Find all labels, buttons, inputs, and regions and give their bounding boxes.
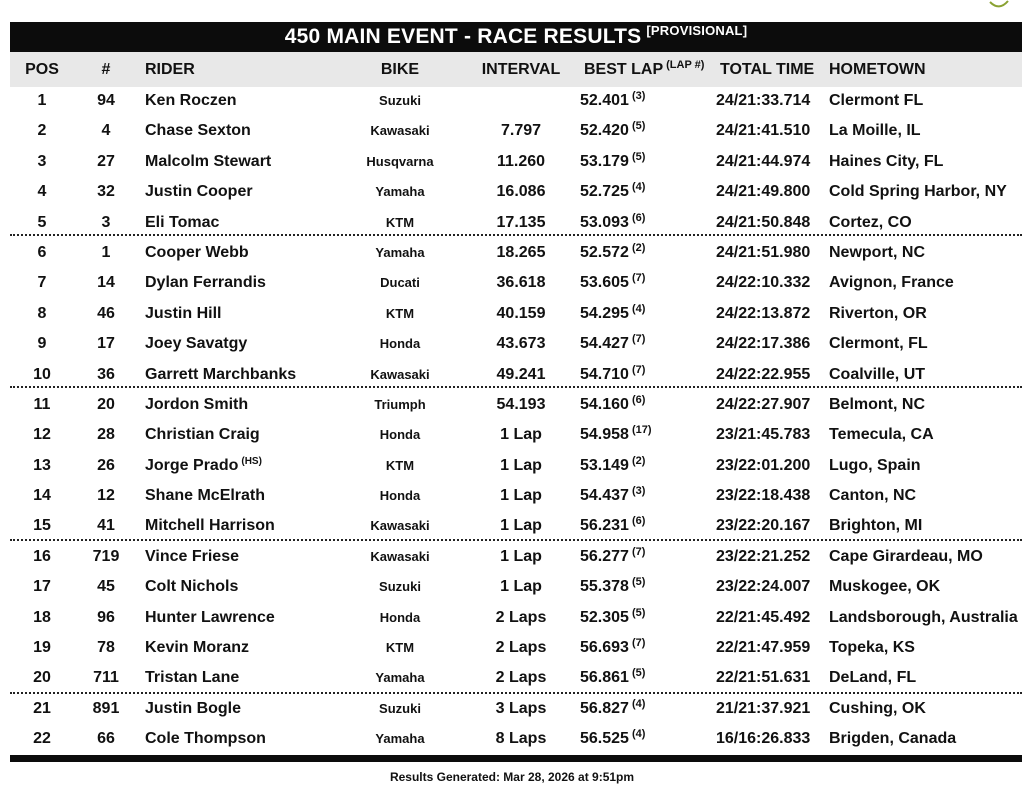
row-bike: KTM (385, 305, 415, 321)
row-bike-number: 4 (101, 122, 111, 140)
row-rider-name: Cole Thompson (145, 730, 266, 748)
header-interval: INTERVAL (481, 61, 561, 78)
row-rider-tag: (HS) (241, 455, 262, 467)
header-rider: RIDER (145, 61, 195, 78)
row-interval: 1 Lap (500, 487, 542, 505)
row-position: 22 (33, 730, 51, 748)
row-position: 17 (33, 578, 51, 596)
row-rider (145, 481, 268, 511)
row-best-lap-number: (7) (631, 272, 646, 285)
row-best-lap (580, 177, 698, 207)
row-bike: Husqvarna (366, 153, 434, 169)
row-bike: Yamaha (375, 731, 425, 747)
group-divider (10, 386, 1022, 388)
row-hometown: Avignon, France (829, 274, 954, 292)
row-hometown: DeLand, FL (829, 669, 917, 687)
row-rider-name: Christian Craig (145, 426, 260, 444)
row-rider-name: Eli Tomac (145, 213, 220, 231)
row-position: 13 (33, 456, 51, 474)
row-position: 7 (37, 274, 47, 292)
row-total-time: 23/22:01.200 (716, 456, 811, 474)
row-position: 12 (33, 426, 51, 444)
row-bike: Kawasaki (370, 366, 430, 382)
header-best-lap (584, 52, 704, 87)
table-row (0, 299, 1024, 329)
row-rider-name: Jordon Smith (145, 395, 249, 413)
row-position: 10 (33, 365, 51, 383)
row-best-lap (580, 603, 698, 633)
table-row (0, 177, 1024, 207)
row-rider (145, 633, 252, 663)
table-row (0, 572, 1024, 602)
row-position: 20 (33, 669, 51, 687)
row-total-time: 23/22:21.252 (716, 547, 811, 565)
header-bike: BIKE (380, 61, 420, 78)
row-best-lap-time: 52.305 (580, 608, 629, 626)
row-interval: 2 Laps (495, 639, 547, 657)
row-hometown: Landsborough, Australia (829, 608, 1018, 626)
row-interval: 43.673 (496, 335, 546, 353)
row-position: 16 (33, 547, 51, 565)
row-best-lap (580, 420, 698, 450)
row-bike: KTM (385, 640, 415, 656)
row-rider (145, 694, 244, 724)
table-row (0, 694, 1024, 724)
row-rider (145, 451, 262, 481)
row-position: 18 (33, 608, 51, 626)
row-bike: Kawasaki (370, 123, 430, 139)
row-best-lap-number: (6) (631, 211, 646, 224)
row-bike-number: 3 (101, 213, 111, 231)
row-best-lap-time: 53.093 (580, 213, 629, 231)
row-hometown: Cold Spring Harbor, NY (829, 183, 1007, 201)
row-total-time: 24/21:49.800 (716, 183, 811, 201)
row-rider-name: Tristan Lane (145, 669, 240, 687)
row-best-lap (580, 86, 698, 116)
row-position: 6 (37, 243, 47, 261)
row-bike: KTM (385, 214, 415, 230)
row-rider-name: Jorge Prado (145, 456, 239, 474)
row-total-time: 24/22:27.907 (716, 395, 811, 413)
row-best-lap (580, 542, 698, 572)
header-best-lap-label: BEST LAP (584, 61, 664, 78)
row-bike: Triumph (374, 396, 426, 412)
row-best-lap-time: 52.420 (580, 122, 629, 140)
row-hometown: Clermont, FL (829, 335, 928, 353)
row-rider-name: Mitchell Harrison (145, 517, 275, 535)
row-hometown: Cortez, CO (829, 213, 912, 231)
row-position: 2 (37, 122, 47, 140)
row-best-lap-number: (3) (631, 90, 646, 102)
row-rider-name: Justin Cooper (145, 183, 253, 201)
row-rider (145, 86, 240, 116)
row-best-lap-number: (4) (631, 302, 646, 315)
row-rider (145, 420, 263, 450)
row-bike: Ducati (380, 275, 420, 291)
row-rider-name: Garrett Marchbanks (145, 365, 297, 383)
row-bike-number: 711 (93, 669, 119, 687)
row-rider (145, 177, 256, 207)
row-best-lap (580, 481, 698, 511)
row-bike-number: 12 (97, 487, 115, 505)
row-bike-number: 28 (97, 426, 115, 444)
row-interval: 1 Lap (500, 517, 542, 535)
row-rider-name: Hunter Lawrence (145, 608, 275, 626)
table-row (0, 451, 1024, 481)
table-row (0, 633, 1024, 663)
row-best-lap (580, 663, 698, 693)
table-row (0, 603, 1024, 633)
row-best-lap-number: (7) (631, 333, 646, 346)
row-rider-name: Vince Friese (145, 547, 239, 565)
row-best-lap-number: (4) (631, 728, 646, 741)
row-total-time: 24/22:17.386 (716, 335, 811, 353)
row-interval: 3 Laps (495, 699, 547, 717)
row-rider-name: Kevin Moranz (145, 639, 250, 657)
row-best-lap (580, 511, 698, 541)
row-best-lap-time: 56.231 (580, 517, 629, 535)
row-best-lap-number: (7) (631, 363, 646, 376)
row-bike: Honda (379, 427, 421, 443)
row-best-lap (580, 694, 698, 724)
table-row (0, 481, 1024, 511)
row-best-lap-time: 55.378 (580, 578, 629, 596)
row-bike-number: 891 (92, 699, 120, 717)
row-bike: Yamaha (375, 184, 425, 200)
row-position: 11 (33, 395, 51, 413)
row-bike-number: 26 (97, 456, 115, 474)
row-interval: 1 Lap (500, 456, 542, 474)
row-rider (145, 511, 278, 541)
row-rider-name: Justin Bogle (145, 699, 242, 717)
table-row (0, 511, 1024, 541)
row-hometown: Cape Girardeau, MO (829, 547, 983, 565)
table-row (0, 724, 1024, 754)
row-bike: Suzuki (379, 93, 421, 108)
row-total-time: 22/21:45.492 (716, 608, 811, 626)
table-row (0, 268, 1024, 298)
logo-swoosh-icon (988, 0, 1010, 10)
row-rider (145, 724, 269, 754)
row-bike-number: 32 (97, 183, 115, 201)
row-bike-number: 1 (101, 243, 111, 261)
table-row (0, 542, 1024, 572)
row-rider-name: Chase Sexton (145, 122, 251, 140)
row-bike: Yamaha (375, 244, 425, 260)
row-best-lap-number: (6) (631, 393, 646, 406)
bottom-rule (10, 755, 1022, 762)
row-position: 4 (37, 183, 47, 201)
row-best-lap-number: (4) (631, 181, 646, 194)
row-best-lap-number: (4) (631, 697, 646, 710)
row-bike: Honda (379, 336, 421, 352)
header-pos: POS (25, 61, 59, 78)
row-best-lap-time: 56.525 (580, 730, 629, 748)
row-hometown: Muskogee, OK (829, 578, 941, 596)
header-total-time: TOTAL TIME (720, 61, 815, 78)
row-rider (145, 390, 251, 420)
row-rider-name: Justin Hill (145, 304, 222, 322)
table-row (0, 116, 1024, 146)
row-interval: 1 Lap (500, 547, 542, 565)
row-bike-number: 66 (97, 730, 115, 748)
row-total-time: 23/22:18.438 (716, 487, 811, 505)
row-total-time: 16/16:26.833 (716, 730, 811, 748)
group-divider (10, 692, 1022, 694)
row-interval: 1 Lap (500, 426, 542, 444)
row-interval: 2 Laps (495, 669, 547, 687)
row-hometown: Topeka, KS (829, 639, 915, 657)
row-bike-number: 41 (97, 517, 115, 535)
row-best-lap-number: (7) (631, 545, 646, 558)
row-interval: 8 Laps (495, 730, 547, 748)
row-bike-number: 20 (97, 395, 115, 413)
row-best-lap-time: 54.710 (580, 365, 629, 383)
table-row (0, 329, 1024, 359)
row-total-time: 24/21:51.980 (716, 243, 811, 261)
row-rider-name: Shane McElrath (145, 487, 266, 505)
row-bike: Suzuki (379, 700, 421, 716)
row-rider (145, 147, 274, 177)
row-best-lap-time: 54.427 (580, 335, 629, 353)
row-best-lap (580, 238, 698, 268)
row-interval: 49.241 (496, 365, 546, 383)
row-best-lap-number: (5) (631, 606, 646, 619)
header-hometown: HOMETOWN (829, 61, 926, 78)
row-bike-number: 719 (92, 547, 120, 565)
row-best-lap-time: 56.693 (580, 639, 629, 657)
row-total-time: 24/22:22.955 (716, 365, 811, 383)
row-bike-number: 14 (97, 274, 115, 292)
row-hometown: Brighton, MI (829, 517, 923, 535)
row-best-lap-time: 56.277 (580, 547, 629, 565)
row-best-lap-time: 54.958 (580, 426, 629, 444)
table-row (0, 663, 1024, 693)
row-hometown: Lugo, Spain (829, 456, 921, 474)
row-rider-name: Dylan Ferrandis (145, 274, 266, 292)
row-best-lap (580, 329, 698, 359)
row-best-lap (580, 724, 698, 754)
row-best-lap-time: 54.295 (580, 304, 629, 322)
header-lap-number: (LAP #) (666, 59, 705, 71)
row-interval: 40.159 (496, 304, 546, 322)
row-rider (145, 268, 269, 298)
table-row (0, 420, 1024, 450)
row-bike: Kawasaki (370, 548, 430, 564)
row-best-lap-time: 52.725 (580, 183, 629, 201)
row-position: 19 (33, 639, 51, 657)
row-best-lap-number: (5) (631, 120, 646, 133)
row-total-time: 23/22:20.167 (716, 517, 811, 535)
row-interval: 18.265 (496, 243, 546, 261)
row-best-lap-number: (5) (631, 667, 646, 680)
row-position: 1 (37, 92, 47, 109)
row-total-time: 24/21:41.510 (716, 122, 811, 140)
row-rider-name: Ken Roczen (145, 92, 237, 109)
table-row (0, 86, 1024, 116)
row-rider (145, 663, 242, 693)
page-title: 450 MAIN EVENT - RACE RESULTS (284, 25, 642, 48)
row-best-lap-number: (6) (631, 515, 646, 528)
row-best-lap (580, 299, 698, 329)
row-interval: 36.618 (496, 274, 546, 292)
row-bike-number: 45 (97, 578, 115, 596)
row-best-lap-time: 56.861 (580, 669, 629, 687)
row-best-lap-number: (17) (631, 424, 652, 437)
row-rider-name: Malcolm Stewart (145, 152, 272, 170)
row-best-lap-time: 52.572 (580, 243, 629, 261)
row-rider-name: Colt Nichols (145, 578, 239, 596)
row-best-lap-number: (2) (631, 454, 646, 467)
row-hometown: Brigden, Canada (829, 730, 957, 748)
row-hometown: Cushing, OK (829, 699, 926, 717)
row-position: 15 (33, 517, 51, 535)
row-rider-name: Joey Savatgy (145, 335, 248, 353)
row-best-lap-time: 52.401 (580, 92, 629, 109)
row-best-lap (580, 451, 698, 481)
row-best-lap-time: 56.827 (580, 699, 629, 717)
header-number: # (101, 61, 111, 78)
row-hometown: Canton, NC (829, 487, 917, 505)
results-table-body (0, 86, 1024, 755)
results-generated-footer: Results Generated: Mar 28, 2026 at 9:51pm (389, 770, 635, 784)
row-total-time: 23/22:24.007 (716, 578, 811, 596)
row-position: 3 (37, 152, 47, 170)
row-bike: Kawasaki (370, 518, 430, 534)
row-bike-number: 96 (97, 608, 115, 626)
row-best-lap (580, 147, 698, 177)
row-bike: Suzuki (379, 579, 421, 595)
row-best-lap-number: (5) (631, 576, 646, 589)
row-hometown: Belmont, NC (829, 395, 925, 413)
row-bike-number: 94 (97, 92, 115, 109)
row-interval: 17.135 (496, 213, 546, 231)
provisional-tag: [PROVISIONAL] (646, 22, 748, 38)
row-interval: 7.797 (500, 122, 542, 140)
row-position: 21 (33, 699, 51, 717)
row-best-lap-time: 54.437 (580, 487, 629, 505)
row-total-time: 21/21:37.921 (716, 699, 811, 717)
row-best-lap-time: 53.149 (580, 456, 629, 474)
row-bike: Honda (379, 488, 421, 504)
row-hometown: La Moille, IL (829, 122, 921, 140)
row-rider (145, 572, 241, 602)
row-total-time: 24/22:13.872 (716, 304, 811, 322)
row-bike-number: 27 (97, 152, 115, 170)
row-position: 8 (37, 304, 47, 322)
row-total-time: 24/21:50.848 (716, 213, 811, 231)
row-position: 5 (37, 213, 47, 231)
table-row (0, 147, 1024, 177)
row-total-time: 24/21:44.974 (716, 152, 811, 170)
row-hometown: Coalville, UT (829, 365, 926, 383)
row-hometown: Newport, NC (829, 243, 925, 261)
row-best-lap-time: 53.179 (580, 152, 629, 170)
row-bike: Yamaha (375, 670, 425, 686)
row-rider (145, 603, 278, 633)
row-best-lap-number: (2) (631, 241, 646, 254)
row-rider (145, 299, 224, 329)
row-best-lap (580, 116, 698, 146)
row-best-lap (580, 572, 698, 602)
row-bike-number: 46 (97, 304, 115, 322)
row-hometown: Riverton, OR (829, 304, 927, 322)
row-position: 9 (37, 335, 47, 353)
row-total-time: 24/22:10.332 (716, 274, 811, 292)
row-total-time: 22/21:51.631 (716, 669, 811, 687)
row-best-lap-number: (7) (631, 637, 646, 650)
table-row (0, 238, 1024, 268)
row-hometown: Haines City, FL (829, 152, 944, 170)
row-best-lap-time: 54.160 (580, 395, 629, 413)
results-title-bar (10, 22, 1022, 52)
row-rider (145, 238, 252, 268)
row-best-lap-number: (5) (631, 150, 646, 163)
group-divider (10, 539, 1022, 541)
row-bike-number: 36 (97, 365, 115, 383)
row-total-time: 23/21:45.783 (716, 426, 811, 444)
table-row (0, 390, 1024, 420)
row-best-lap (580, 390, 698, 420)
row-interval: 16.086 (496, 183, 546, 201)
row-bike-number: 78 (97, 639, 115, 657)
row-best-lap (580, 633, 698, 663)
row-hometown: Temecula, CA (829, 426, 934, 444)
row-rider (145, 329, 250, 359)
row-rider (145, 116, 254, 146)
row-hometown: Clermont FL (829, 92, 924, 109)
row-best-lap (580, 268, 698, 298)
row-best-lap-time: 53.605 (580, 274, 629, 292)
row-bike: Honda (379, 609, 421, 625)
row-rider-name: Cooper Webb (145, 243, 249, 261)
row-bike-number: 17 (97, 335, 115, 353)
row-interval: 2 Laps (495, 608, 547, 626)
row-interval: 11.260 (496, 152, 546, 170)
group-divider (10, 234, 1022, 236)
row-bike: KTM (385, 457, 415, 473)
row-best-lap-number: (3) (631, 485, 646, 498)
row-total-time: 24/21:33.714 (716, 92, 811, 109)
row-total-time: 22/21:47.959 (716, 639, 811, 657)
row-interval (470, 86, 572, 116)
row-position: 14 (33, 487, 51, 505)
row-interval: 54.193 (496, 395, 546, 413)
row-rider (145, 542, 242, 572)
row-interval: 1 Lap (500, 578, 542, 596)
